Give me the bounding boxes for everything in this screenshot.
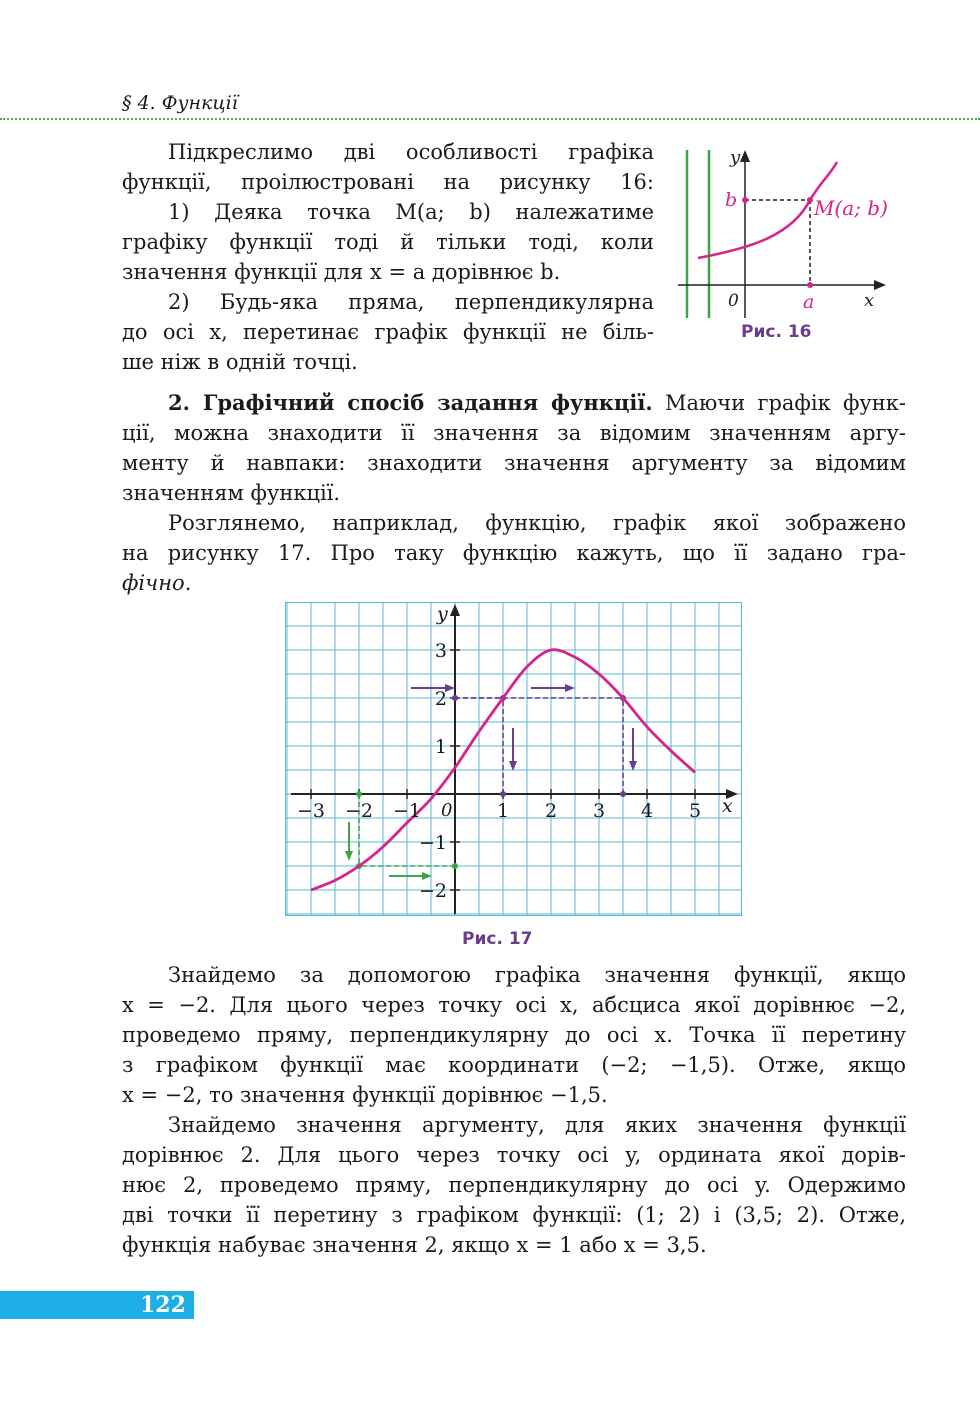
page-number: 122 [140, 1292, 186, 1318]
x-axis-arrow [874, 280, 886, 290]
x-tick-label: −2 [344, 800, 374, 822]
text-line: дві точки її перетину з графіком функції: (1; 2) і (3,5; 2). Отже, [122, 1203, 906, 1227]
text-line: x = −2, то значення функції дорівнює −1,5. [122, 1083, 608, 1107]
paragraph-features [122, 137, 654, 377]
text-line: графіку функції тоді й тільки тоді, коли [122, 230, 654, 254]
point-b [742, 197, 748, 203]
label-b: b [725, 189, 738, 211]
text-line: x = −2. Для цього через точку осі x, абсциса якої дорівнює −2, [122, 993, 906, 1017]
text-line: значення функції для x = a дорівнює b. [122, 260, 561, 284]
text-line: Розглянемо, наприклад, функцію, графік якої зображено [168, 511, 906, 535]
text-line: ції, можна знаходити її значення за відомим значенням аргу- [122, 421, 906, 445]
y-tick-label: 3 [434, 640, 447, 662]
x-tick-label: 2 [544, 800, 558, 822]
x-tick-label: 1 [496, 800, 510, 822]
label-x: x [864, 290, 875, 311]
figure-16-caption: Рис. 16 [741, 322, 812, 342]
text-line: Підкреслимо дві особливості графіка [168, 140, 654, 164]
label-origin: 0 [728, 291, 739, 311]
text-line: проведемо пряму, перпендикулярну до осі x. Точка її перетину [122, 1023, 906, 1047]
text-line: нює 2, проведемо пряму, перпендикулярну до осі y. Одержимо [122, 1173, 906, 1197]
text-line: значенням функції. [122, 481, 341, 505]
label-point-m: M(a; b) [814, 196, 888, 220]
text-line: дорівнює 2. Для цього через точку осі y, ордината якої дорів- [122, 1143, 906, 1167]
y-tick-label: −1 [418, 832, 447, 854]
point-a [807, 282, 813, 288]
guide-point-x [356, 791, 362, 797]
x-tick-label: 5 [688, 800, 702, 822]
x-axis-label: x [722, 795, 733, 817]
paragraph-find-argument [122, 1110, 906, 1260]
figure-16 [672, 140, 912, 325]
figure-17-chart [285, 602, 742, 916]
x-tick-label: −1 [392, 800, 422, 822]
text-line: фічно. [122, 571, 192, 595]
text-line: на рисунку 17. Про таку функцію кажуть, що її задано гра- [122, 541, 906, 565]
figure-17-caption: Рис. 17 [462, 929, 533, 949]
section-heading: 2. Графічний спосіб задання функції. [168, 390, 653, 415]
text-line: ше ніж в одній точці. [122, 350, 358, 374]
text-line: функції, проілюстровані на рисунку 16: [122, 170, 654, 194]
y-tick-label: −2 [418, 880, 447, 902]
header-divider [0, 118, 980, 120]
guide-point-x [620, 791, 626, 797]
x-tick-label: 4 [640, 800, 654, 822]
y-axis-arrow [740, 150, 750, 162]
text-line: з графіком функції має координати (−2; −1,5). Отже, якщо [122, 1053, 906, 1077]
x-tick-label: −3 [296, 800, 326, 822]
paragraph-graphical-method [122, 388, 906, 508]
label-a: a [803, 291, 815, 313]
paragraph-find-value [122, 960, 906, 1110]
text-line: Знайдемо значення аргументу, для яких значення функції [168, 1113, 906, 1137]
label-y: y [730, 147, 741, 168]
y-axis-label: y [437, 603, 448, 625]
text-line: функція набуває значення 2, якщо x = 1 або x = 3,5. [122, 1233, 707, 1257]
text-line: Знайдемо за допомогою графіка значення функції, якщо [168, 963, 906, 987]
origin-label: 0 [441, 800, 453, 821]
text-line: 1) Деяка точка M(a; b) належатиме [168, 200, 654, 224]
point-m [807, 197, 813, 203]
y-tick-label: 1 [434, 736, 447, 758]
text-line [122, 388, 906, 418]
guide-point-y [452, 695, 458, 701]
x-tick-label: 3 [592, 800, 606, 822]
guide-point-y [452, 863, 458, 869]
text-line: до осі x, перетинає графік функції не біль- [122, 320, 654, 344]
y-tick-label: 2 [434, 688, 447, 710]
paragraph-example [122, 508, 906, 598]
text-line: менту й навпаки: знаходити значення аргументу за відомим [122, 451, 906, 475]
text-run: Маючи графік функ- [652, 391, 906, 415]
running-header: § 4. Функції [122, 92, 238, 114]
text-line: 2) Будь-яка пряма, перпендикулярна [168, 290, 654, 314]
guide-point-x [500, 791, 506, 797]
